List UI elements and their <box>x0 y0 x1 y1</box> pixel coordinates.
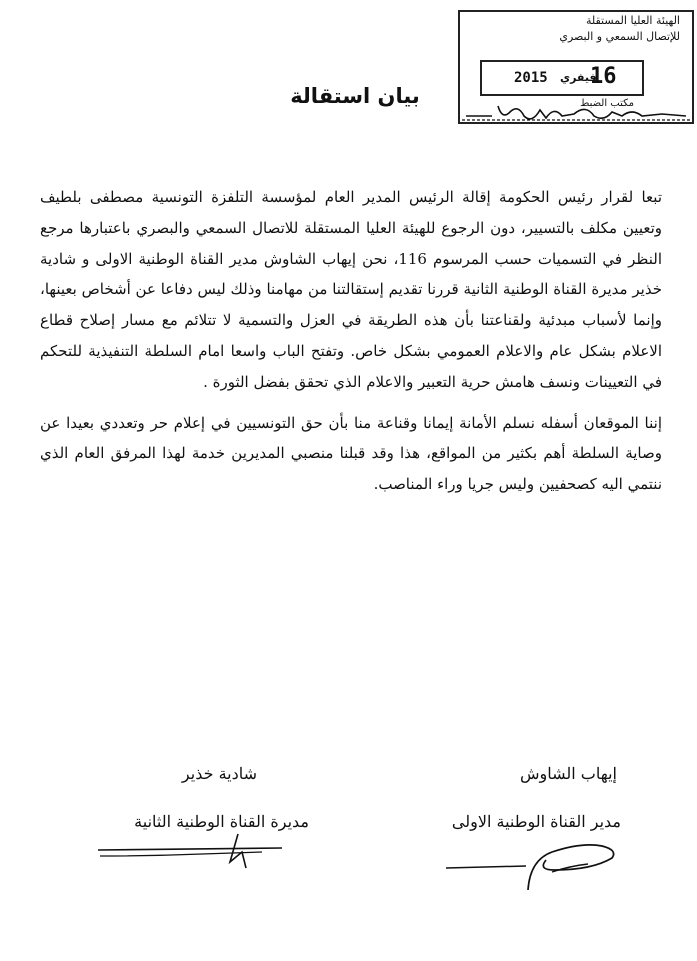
paragraph-1: تبعا لقرار رئيس الحكومة إقالة الرئيس المدير العام لمؤسسة التلفزة التونسية مصطفى بلطيف وتعيين مكلف بالتسيير، دون الرجوع للهيئة العليا المستقلة للاتصال السمعي والبصري باعتبارها مرجع النظر في التسميات حسب المرسوم 116، نحن إيهاب الشاوش مدير القناة الوطنية الاولى و شادية خذير مديرة القناة الوطنية الثانية قررنا تقديم إستقالتنا من مهامنا وذلك ليس دفاعا عن أشخاص بعينها، وإنما لأسباب مبدئية ولقناعتنا بأن هذه الطريقة في العزل والتسمية لا تتلائم مع مسار إصلاح قطاع الاعلام بشكل عام والاعلام العمومي بشكل خاص. وتفتح الباب واسعا امام السلطة التنفيذية للتحكم في التعيينات ونسف هامش حرية التعبير والاعلام الذي تحقق بفضل الثورة . <box>40 188 662 391</box>
signature-left <box>92 832 292 872</box>
stamp-date-day: 16 <box>590 64 617 89</box>
paragraph-2: إننا الموقعان أسفله نسلم الأمانة إيمانا وقناعة منا بأن حق التونسيين في إعلام حر وتعددي بعيدا عن وصاية السلطة أهم بكثير من المواقع، هذا وقد قبلنا منصبي المديرين خدمة لهذا المرفق العام الذي ننتمي اليه كصحفيين وليس جريا وراء المناصب. <box>40 413 662 494</box>
signature-right <box>442 830 624 900</box>
reception-stamp <box>458 10 694 128</box>
signatory-right-name: إيهاب الشاوش <box>519 764 617 783</box>
stamp-date-box <box>480 60 644 96</box>
stamp-org-line1: الهيئة العليا المستقلة <box>585 14 680 27</box>
signatory-left-role: مديرة القناة الوطنية الثانية <box>134 812 309 831</box>
signatory-right-role: مدير القناة الوطنية الاولى <box>451 812 621 831</box>
stamp-office-label: مكتب الضبط <box>580 98 634 109</box>
signatory-left-name: شادية خذير <box>181 764 257 783</box>
stamp-handwritten-signature <box>462 98 690 124</box>
document-title: بيان استقالة <box>290 84 420 108</box>
stamp-date-year: 2015 <box>514 70 548 86</box>
stamp-org-line2: للإتصال السمعي و البصري <box>559 30 680 43</box>
statement-body <box>40 182 662 510</box>
stamp-date-month: فيفري <box>560 71 597 84</box>
